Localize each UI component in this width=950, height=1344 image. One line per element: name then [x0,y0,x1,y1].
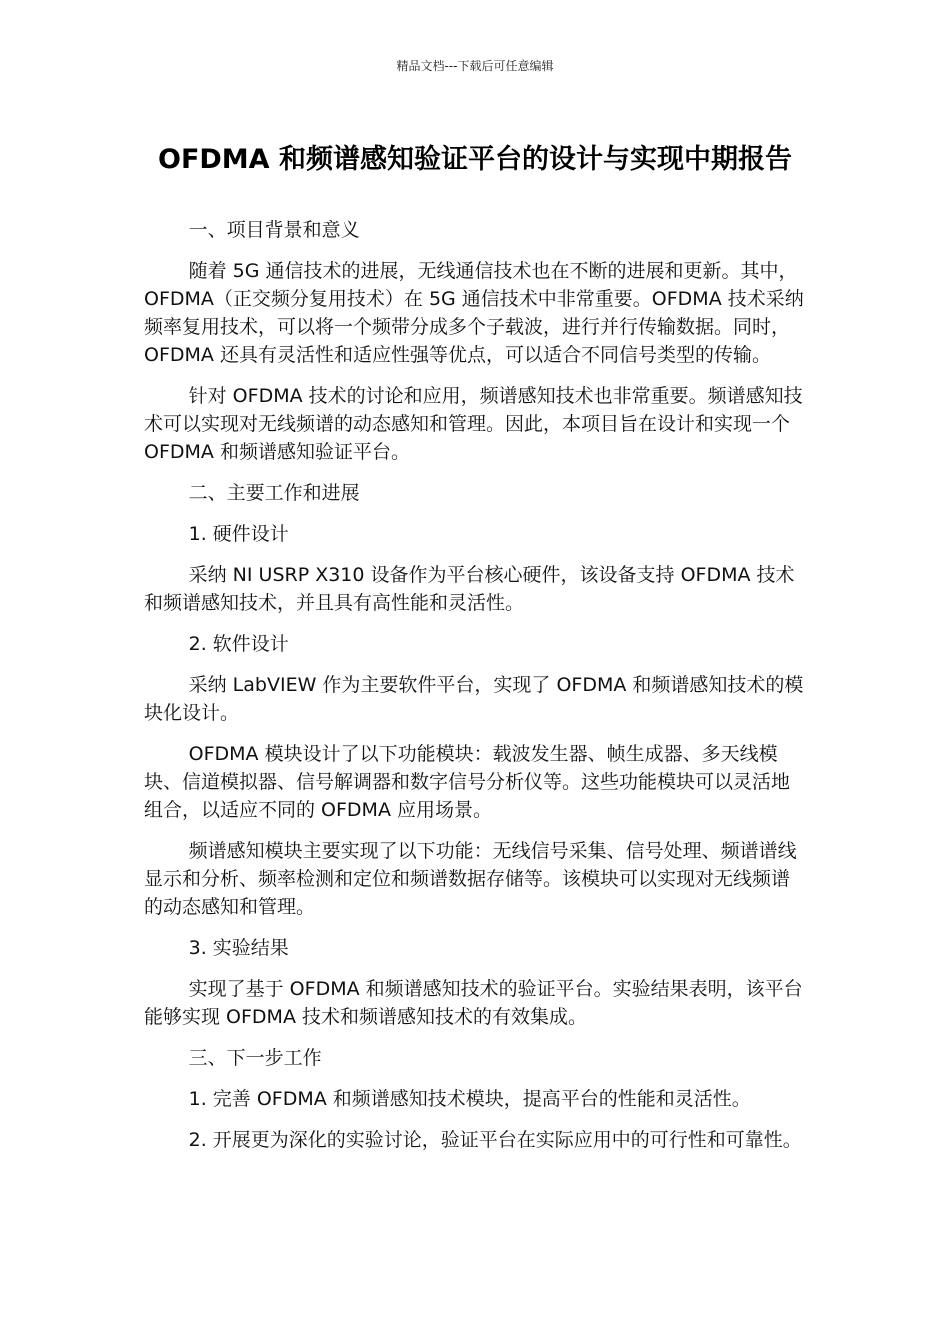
subheading-software-design: 2. 软件设计 [188,633,289,655]
paragraph-next-step-1: 1. 完善 OFDMA 和频谱感知技术模块，提高平台的性能和灵活性。 [188,1088,751,1110]
document-body [144,216,808,1167]
section-heading-background: 一、项目背景和意义 [188,219,360,241]
section-heading-work-progress: 二、主要工作和进展 [188,482,360,504]
paragraph-background-spectrum: 针对 OFDMA 技术的讨论和应用，频谱感知技术也非常重要。频谱感知技术可以实现对无线频谱的动态感知和管理。因此，本项目旨在设计和实现一个 OFDMA 和频谱感知验证平台。 [144,385,803,463]
paragraph-ofdma-module: OFDMA 模块设计了以下功能模块：载波发生器、帧生成器、多天线模块、信道模拟器、信号解调器和数字信号分析仪等。这些功能模块可以灵活地组合，以适应不同的 OFDMA 应用场景。 [144,743,791,821]
paragraph-hardware: 采纳 NI USRP X310 设备作为平台核心硬件，该设备支持 OFDMA 技术和频谱感知技术，并且具有高性能和灵活性。 [144,564,795,614]
paragraph-next-step-2: 2. 开展更为深化的实验讨论，验证平台在实际应用中的可行性和可靠性。 [188,1129,802,1151]
header-note: 精品文档---下载后可任意编辑 [396,59,554,73]
section-heading-next-steps: 三、下一步工作 [188,1047,322,1069]
paragraph-background-5g: 随着 5G 通信技术的进展，无线通信技术也在不断的进展和更新。其中，OFDMA（正交频分复用技术）在 5G 通信技术中非常重要。OFDMA 技术采纳频率复用技术，可以将一个频带分成多个子载波，进行并行传输数据。同时，OFDMA 还具有灵活性和适应性强等优点，可以适合不同信号类型的传输。 [144,260,804,366]
paragraph-spectrum-module: 频谱感知模块主要实现了以下功能：无线信号采集、信号处理、频谱谱线显示和分析、频率检测和定位和频谱数据存储等。该模块可以实现对无线频谱的动态感知和管理。 [144,840,797,918]
subheading-experiment-results: 3. 实验结果 [188,937,289,959]
document-title: OFDMA 和频谱感知验证平台的设计与实现中期报告 [158,144,792,175]
subheading-hardware-design: 1. 硬件设计 [188,523,289,545]
paragraph-software: 采纳 LabVIEW 作为主要软件平台，实现了 OFDMA 和频谱感知技术的模块化设计。 [144,674,804,724]
paragraph-results: 实现了基于 OFDMA 和频谱感知技术的验证平台。实验结果表明，该平台能够实现 OFDMA 技术和频谱感知技术的有效集成。 [144,978,803,1028]
